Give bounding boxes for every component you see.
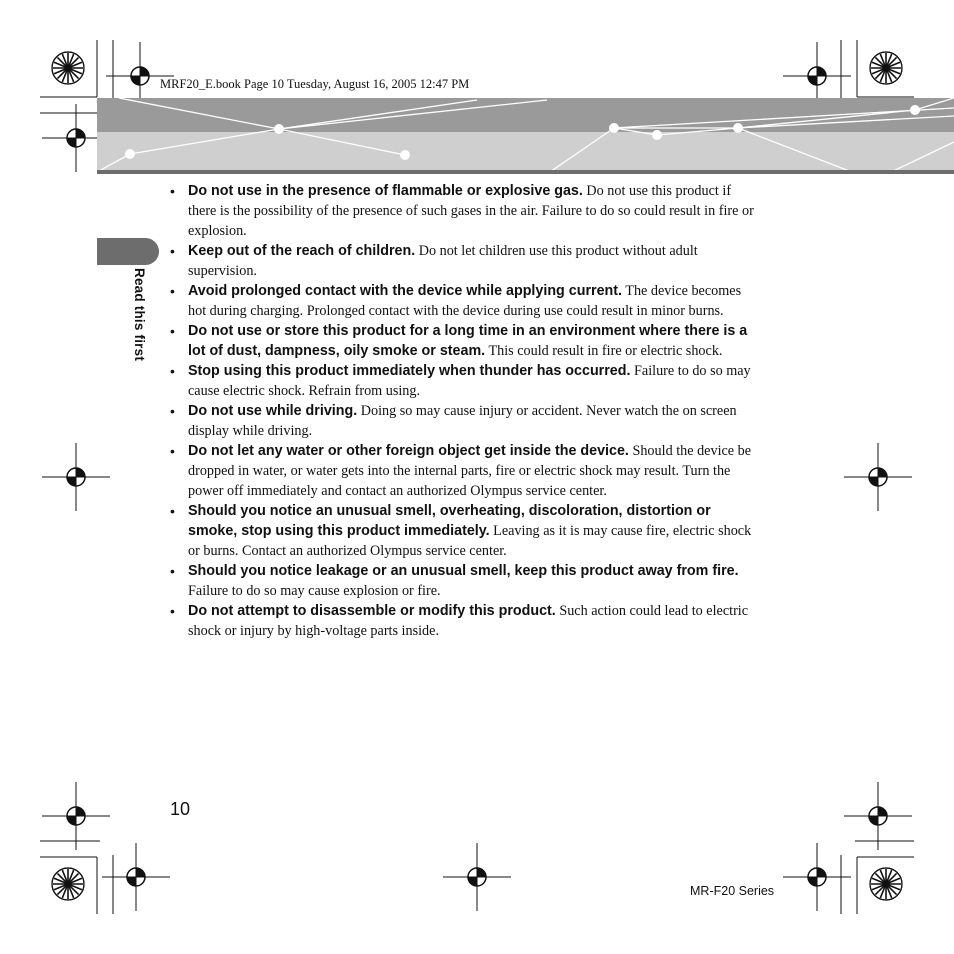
bullet: •	[170, 603, 175, 619]
warning-heading: Do not use while driving.	[188, 403, 358, 419]
warning-heading: Stop using this product immediately when thunder has occurred.	[188, 363, 631, 379]
registration-mark-right-lower	[844, 782, 912, 850]
list-item	[170, 561, 760, 601]
book-info-header: MRF20_E.book Page 10 Tuesday, August 16, 2005 12:47 PM	[160, 77, 470, 91]
list-item	[170, 401, 760, 441]
warning-heading: Should you notice an unusual smell, overheating, discoloration, distortion or smoke, stop using this product immediately.	[188, 503, 711, 539]
starburst-mark-tr	[870, 52, 902, 84]
warning-text: Failure to do so may cause explosion or fire.	[188, 583, 441, 599]
warning-text: Failure to do so may cause electric shock. Refrain from using.	[188, 363, 751, 399]
warning-heading: Do not attempt to disassemble or modify this product.	[188, 603, 556, 619]
warning-text: This could result in fire or electric shock.	[488, 343, 723, 359]
warning-text: Such action could lead to electric shock or injury by high-voltage parts inside.	[188, 603, 749, 639]
bullet: •	[170, 443, 175, 459]
warning-text: The device becomes hot during charging. Prolonged contact with the device during use could result in minor burns.	[188, 283, 742, 319]
list-item	[170, 601, 760, 641]
warning-text: Do not use this product if there is the possibility of the presence of such gases in the air. Failure to do so could result in fire or explosion.	[188, 183, 754, 239]
bullet: •	[170, 183, 175, 199]
series-name: MR-F20 Series	[690, 884, 775, 898]
registration-mark-left-lower	[42, 782, 110, 850]
section-tab	[97, 238, 159, 265]
warning-heading: Should you notice leakage or an unusual smell, keep this product away from fire.	[188, 563, 739, 579]
warning-heading: Keep out of the reach of children.	[188, 243, 416, 259]
bullet: •	[170, 363, 175, 379]
bullet: •	[170, 323, 175, 339]
warning-heading: Do not let any water or other foreign object get inside the device.	[188, 443, 629, 459]
warning-text: Should the device be dropped in water, or water gets into the internal parts, fire or electric shock may result. Turn the power off immediately and contact an authorized Olympus service center.	[188, 443, 752, 499]
bullet: •	[170, 503, 175, 519]
list-item	[170, 321, 760, 361]
starburst-mark-tl	[52, 52, 84, 84]
registration-mark-left-middle	[42, 443, 110, 511]
bullet: •	[170, 563, 175, 579]
page-number: 10	[170, 799, 191, 819]
warning-heading: Do not use or store this product for a long time in an environment where there is a lot of dust, dampness, oily smoke or steam.	[188, 323, 748, 359]
header-banner	[97, 98, 954, 174]
list-item	[170, 441, 760, 501]
warning-heading: Avoid prolonged contact with the device while applying current.	[188, 283, 622, 299]
list-item	[170, 361, 760, 401]
registration-mark-bottom-left	[102, 843, 170, 911]
registration-mark-bottom-center	[443, 843, 511, 911]
section-tab-label: Read this first	[132, 268, 147, 362]
starburst-mark-br	[870, 868, 902, 900]
starburst-mark-bl	[52, 868, 84, 900]
bullet: •	[170, 243, 175, 259]
warning-heading: Do not use in the presence of flammable or explosive gas.	[188, 183, 583, 199]
list-item	[170, 281, 760, 321]
bullet: •	[170, 283, 175, 299]
bullet: •	[170, 403, 175, 419]
registration-mark-right-middle	[844, 443, 912, 511]
list-item	[170, 241, 760, 281]
list-item	[170, 501, 760, 561]
list-item	[170, 181, 760, 241]
warning-text: Leaving as it is may cause fire, electric shock or burns. Contact an authorized Olympus service center.	[188, 523, 752, 559]
warning-text: Doing so may cause injury or accident. Never watch the on screen display while driving.	[188, 403, 737, 439]
warning-text: Do not let children use this product without adult supervision.	[188, 243, 698, 279]
safety-warnings-list	[170, 181, 760, 641]
